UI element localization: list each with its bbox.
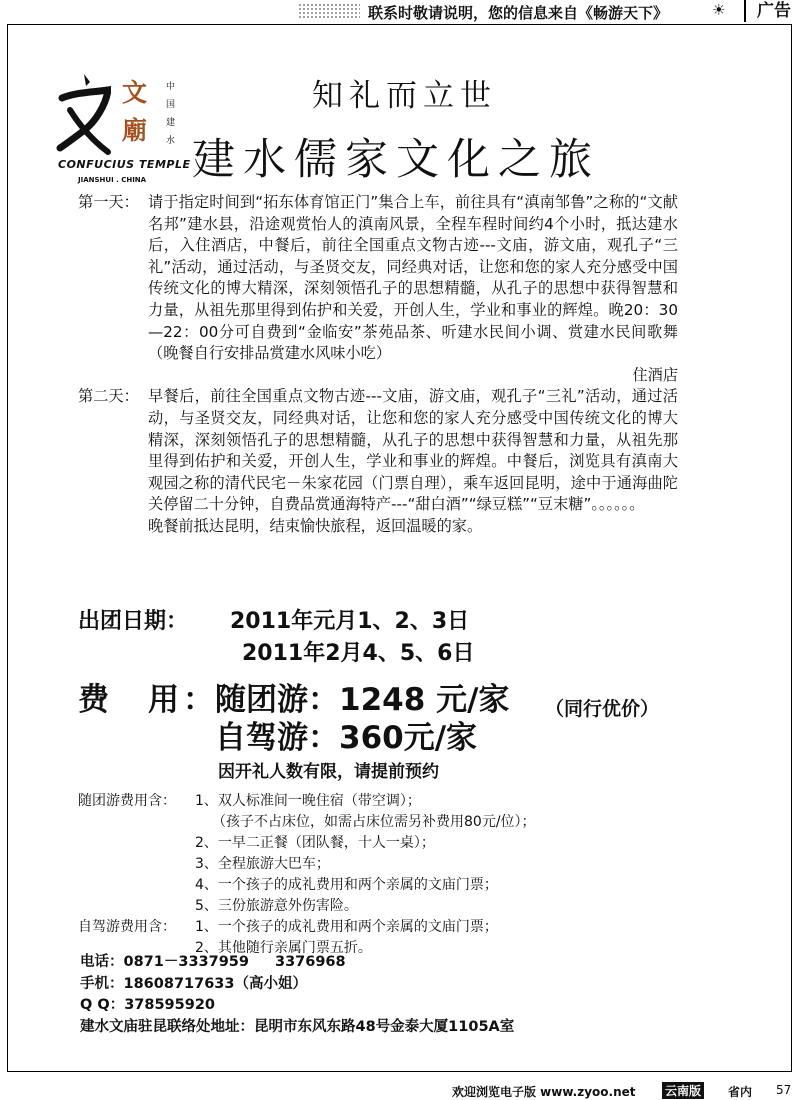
itinerary-day	[78, 192, 678, 386]
sun-icon: ☀	[712, 1, 726, 19]
ad-label: 广告	[744, 0, 800, 22]
mobile-label: 手机：	[80, 975, 124, 992]
group-fee: 随团游：1248 元/家	[215, 682, 510, 718]
main-title: 建水儒家文化之旅	[192, 135, 600, 185]
peer-discount-note: （同行优价）	[545, 698, 660, 720]
fee-label: 费 用：	[78, 682, 218, 718]
booking-notice: 因开礼人数有限，请提前预约	[218, 762, 439, 782]
qq-line	[80, 995, 514, 1017]
mobile-line	[80, 974, 514, 996]
inclusion-item: 2、其他随行亲属门票五折。	[195, 940, 372, 956]
day-end-note: 住酒店	[632, 365, 678, 384]
confucius-temple-logo	[56, 70, 191, 190]
departure-label: 出团日期：	[78, 609, 189, 634]
itinerary	[78, 192, 678, 538]
logo-location: JIANSHUI . CHINA	[78, 176, 147, 184]
dot-pattern	[298, 3, 360, 18]
inclusion-item: 1、一个孩子的成礼费用和两个亲属的文庙门票；	[195, 919, 498, 935]
qq-label: Q Q：	[80, 997, 125, 1014]
inclusion-item: 1、双人标准间一晚住宿（带空调）；	[195, 793, 421, 809]
inclusion-item: 4、一个孩子的成礼费用和两个亲属的文庙门票；	[195, 877, 498, 893]
inclusion-item: （孩子不占床位，如需占床位需另补费用80元/位）；	[212, 814, 536, 830]
phone-line	[80, 952, 514, 974]
phone-number: 3376968	[274, 954, 346, 970]
page-footer	[0, 1082, 800, 1100]
self-inclusions-label: 自驾游费用含：	[78, 919, 176, 935]
inclusion-item: 2、一早二正餐（团队餐，十人一桌）；	[195, 835, 435, 851]
qq-number: 378595920	[124, 997, 216, 1014]
address: 昆明市东风东路48号金泰大厦1105A室	[254, 1018, 515, 1035]
day-description: 请于指定时间到“拓东体育馆正门”集合上车，前往具有“滇南邹鲁”之称的“文献名邦”建水县，沿途观赏怡人的滇南风景，全程车程时间约4个小时，抵达建水后，入住酒店，中餐后，前往全国重点文物古迹---文庙，游文庙，观孔子“三礼”活动，通过活动，与圣贤交友，同经典对话，让您和您的家人充分感受中国传统文化的博大精深，深刻领悟孔子的思想精髓，从孔子的思想中获得智慧和力量，从祖先那里得到佑护和关爱，开创人生，学业和事业的辉煌。晚20：30—22：00分可自费到“金临安”茶苑品茶、听建水民间小调、赏建水民间歌舞（晚餐自行安排品赏建水风味小吃）	[148, 193, 678, 363]
footer-website: 欢迎浏览电子版 www.zyoo.net	[452, 1085, 636, 1099]
logo-brush-mark-icon	[56, 70, 111, 170]
inclusion-item: 5、三份旅游意外伤害险。	[195, 898, 358, 914]
self-drive-fee: 自驾游：360元/家	[215, 720, 478, 756]
day-description: 早餐后，前往全国重点文物古迹---文庙，游文庙，观孔子“三礼”活动，通过活动，与圣贤交友，同经典对话，让您和您的家人充分感受中国传统文化的博大精深，深刻领悟孔子的思想精髓，从孔子的思想中获得智慧和力量，从祖先那里得到佑护和关爱，开创人生，学业和事业的辉煌。中餐后，浏览具有滇南大观园之称的清代民宅－朱家花园（门票自理），乘车返回昆明，途中于通海曲陀关停留二十分钟，自费品赏通海特产---“甜白酒”“绿豆糕”“豆末糖”。。。。。。	[148, 387, 678, 514]
logo-chinese-name: 文廟	[122, 78, 148, 145]
page-number: 57	[776, 1083, 792, 1097]
departure-date: 2011年元月1、2、3日	[230, 609, 470, 634]
departure-date: 2011年2月4、5、6日	[242, 641, 475, 666]
day-label: 第二天：	[78, 387, 139, 406]
day-end-note: 晚餐前抵达昆明，结束愉快旅程，返回温暖的家。	[148, 516, 483, 535]
day-label: 第一天：	[78, 193, 139, 211]
logo-side-text: 中国建水	[166, 82, 176, 146]
subtitle: 知礼而立世	[312, 78, 497, 114]
itinerary-day	[78, 386, 678, 537]
top-bar	[0, 0, 800, 22]
phone-number: 0871－3337959	[123, 954, 249, 970]
address-line	[80, 1017, 514, 1039]
contact-info	[80, 952, 514, 1038]
group-inclusions-label: 随团游费用含：	[78, 793, 176, 809]
source-note: 联系时敬请说明，您的信息来自《畅游天下》	[368, 4, 669, 22]
section-label: 省内	[728, 1085, 753, 1099]
inclusion-item: 3、全程旅游大巴车；	[195, 856, 330, 872]
mobile-number: 18608717633（高小姐）	[123, 975, 307, 992]
phone-label: 电话：	[80, 954, 124, 970]
edition-badge: 云南版	[662, 1082, 704, 1099]
logo-english-name: CONFUCIUS TEMPLE	[58, 158, 191, 171]
address-label: 建水文庙驻昆联络处地址：	[80, 1018, 254, 1035]
